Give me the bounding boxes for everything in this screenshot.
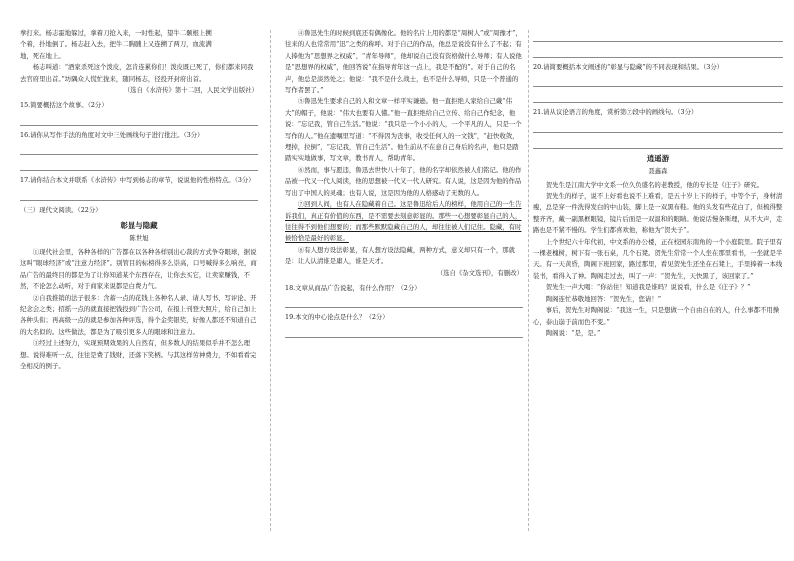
- answer-line[interactable]: [20, 143, 258, 155]
- question-17: 17.请你结合本文并联系《水浒传》中写到杨志的章节，说说他的性格特点。（3分）: [20, 176, 255, 185]
- answer-line[interactable]: [533, 30, 783, 42]
- answer-line[interactable]: [533, 91, 783, 103]
- question-19: 19.本文的中心论点是什么？（2分）: [285, 313, 389, 322]
- story-line: 个着，扑地倒了。杨志赶入去，把牛二胸脯上又连搠了两刀，血流满: [20, 40, 212, 49]
- answer-line[interactable]: [285, 296, 523, 308]
- essay-paragraph-3: ③经过上述努力，实现预期效果的人自然有，但多数人的结果似乎并不怎么理想。说得难听一点，往往是费了钱财，还落下笑柄。与其这样劳神费力，不如看看完全相反的例子。: [20, 339, 257, 370]
- essay-paragraph-2: ②自我推销的法子很多：含蓄一点的花钱上各种名人录、请人写书、写评论、开纪念会之类；招摇一点的就直接把钱投到广告公司，在报上刊登大照片，给自己加上各种头衔；再高级一点的就是参加各种评选，得个金奖银奖，好像人都还不知道自己的大名似的。这些做法，都是为了吸引更多人的眼球和注意力。: [20, 293, 257, 336]
- story-source: （选自《水浒传》第十二回，人民文学出版社）: [123, 86, 258, 95]
- essay-paragraph-6: ⑥然而，事与愿违，鲁迅去世快八十年了，他的名字却依然被人们铭记。他的作品被一代又一代人阅读，他的思想被一代又一代人研究。有人说，这是因为他的作品写出了中国人的灵魂；也有人说，这是因为他的人格感动了无数的人。: [285, 165, 522, 197]
- column-divider: [528, 30, 529, 531]
- essay-paragraph-4: ④鲁迅先生的时候到底还有偶像化。他的名片上用的都是“周树人”或“周豫才”，往来的人也常常用“迅”之类的称呼。对于自己的作品，他总是说没有什么了不起；有人捧他为“思想界之权威”、“青年导师”，他却说自己没有资格做什么导师；有人说他是“思想界的权威”，他回答说“在指导青年这一点上，我是不配的”。对于自己的名声，他总是淡然处之；他说：“我不是什么战士，也不是什么导师，只是一个普通的写作者罢了。”: [285, 29, 522, 95]
- story-paragraph-7: 陶阁说：“是，是。”: [545, 328, 601, 337]
- question-15: 15.简要概括这个故事。（2分）: [20, 101, 108, 110]
- story-line: 地，死在地上。: [20, 51, 65, 60]
- story-paragraph-1: 贺先生是江南大学中文系一位久负盛名的老教授，他的专长是《庄子》研究。: [545, 180, 764, 189]
- story-paragraph-3: 上个世纪六十年代初，中文系的办公楼，正在校园东南角的一个小庭院里。院子里有一棵老槐树，树下有一张石桌，几个石凳。贺先生常常一个人坐在那里看书，一坐就是半天。有一天黄昏，陶阁下班回家，路过那里，看见贺先生还坐在石凳上，手里捧着一本线装书，看得入了神。陶阁走过去，叫了一声：“贺先生，天快黑了，该回家了。”: [533, 237, 783, 280]
- answer-line[interactable]: [533, 46, 783, 58]
- column-left: [20, 28, 258, 555]
- question-20: 20.请简要概括本文阐述的“彰显与隐藏”的不同表现和结果。（3分）: [533, 63, 724, 71]
- question-16: 16.请你从写作手法的角度对文中三处画线句子进行批注。（3分）: [20, 130, 204, 139]
- story-author: 聂鑫森: [648, 167, 668, 176]
- column-divider: [270, 30, 271, 531]
- essay-paragraph-5: ⑤鲁迅先生要求自己的人和文章一样平实谦逊。他一直拒绝人家给自己戴“伟大”的帽子，他说：“伟大也要有人懂。”他一直拒绝给自己立传、给自己作纪念，他说：“忘记我，管自己生活。”他说：“我只是一个小小的人，一个平凡的人，只是一个写作的人。”他在遗嘱里写道：“不得因为丧事，收受任何人的一文钱”，“赶快收敛，埋掉，拉倒”，“忘记我，管自己生活”。他生前从不在意自己身后的名声，他只是踏踏实实地做事，写文章，教书育人，帮助青年。: [285, 97, 522, 163]
- story-title: 逍遥游: [646, 153, 670, 163]
- story-paragraph: 杨志叫道：“酒家杀死这个泼皮，怎肯连累你们！泼皮既已死了，你们都来同我去官府里出首。”坊隅众人慌忙拢来，随同杨志，径投开封府出首。: [20, 63, 254, 83]
- story-paragraph-6: 事后，贺先生对陶阁说：“我这一生，只是想做一个自由自在的人，什么事都不用操心，泰山崩于前而色不变。”: [533, 306, 780, 326]
- answer-line[interactable]: [20, 189, 258, 201]
- story-line: 拳打来。杨志霍地躲过，拿着刀抢入来，一时性起，望牛二颡根上搠: [20, 29, 212, 37]
- answer-line[interactable]: [533, 137, 783, 149]
- answer-line[interactable]: [533, 75, 783, 87]
- section-header: （三）现代文阅读。（22分）: [20, 205, 102, 214]
- answer-line[interactable]: [533, 121, 783, 133]
- essay-source: （选自《杂文选刊》，有删改）: [436, 268, 523, 277]
- column-right: [533, 28, 783, 555]
- column-middle: [285, 28, 523, 555]
- story-paragraph-4: 贺先生一声大喝：“你站住！知道我是谁吗？说说看，什么是《庄子》？”: [545, 283, 751, 292]
- question-21: 21.请从议论语言的角度，赏析第⑦段中的画线句。（3分）: [533, 108, 698, 117]
- question-18: 18.文章从商品广告说起，有什么作用？（2分）: [285, 283, 421, 292]
- answer-line[interactable]: [20, 114, 258, 126]
- essay-paragraph-7: ⑦回到人间，也有人在隐藏着自己。这是鲁迅给后人的榜样，他用自己的一生告诉我们，真正有价值的东西，是不需要去刻意彰显的。那些一心想要彰显自己的人，往往得不到他们想要的；而那些默默隐藏自己的人，却往往被人们记住。隐藏，有时候恰恰是最好的彰显。: [285, 200, 522, 243]
- essay-author: 陈世旭: [129, 234, 149, 243]
- answer-line[interactable]: [20, 159, 258, 171]
- essay-paragraph-8: ⑧有人想方设法彰显，有人想方设法隐藏，两种方式，意义却只有一个，那就是：让人认清谁是庸人，谁是天才。: [285, 245, 516, 266]
- essay-title: 彰显与隐藏: [120, 221, 158, 231]
- answer-line[interactable]: [285, 326, 523, 338]
- essay-paragraph-1: ①现代社会里，各种各样的广告都在以各种各样别出心裁的方式争夺眼球，据说这叫“眼球经济”或“注意力经济”。别管目的标榜得多么崇高，口号喊得多么响亮，商品广告的最终目的都是为了让你知道某个东西存在，让你去买它，让卖家赚钱，不然，不论怎么动听，对于商家来说都是白费力气。: [20, 247, 257, 291]
- story-paragraph-2: 贺先生的样子，说不上好看也说不上难看，是五十岁上下的样子，中等个子，身材清瘦，总是穿一件洗得发白的中山装，脚上是一双黑布鞋。他的头发有些花白了，但梳得整整齐齐，戴一副黑框眼镜，镜片后面是一双温和的眼睛。他说话慢条斯理，从不大声，走路也是不紧不慢的。学生们都喜欢他，称他为“贺夫子”。: [533, 192, 783, 235]
- story-paragraph-5: 陶阁连忙恭敬地回答：“贺先生，您请！”: [545, 294, 661, 303]
